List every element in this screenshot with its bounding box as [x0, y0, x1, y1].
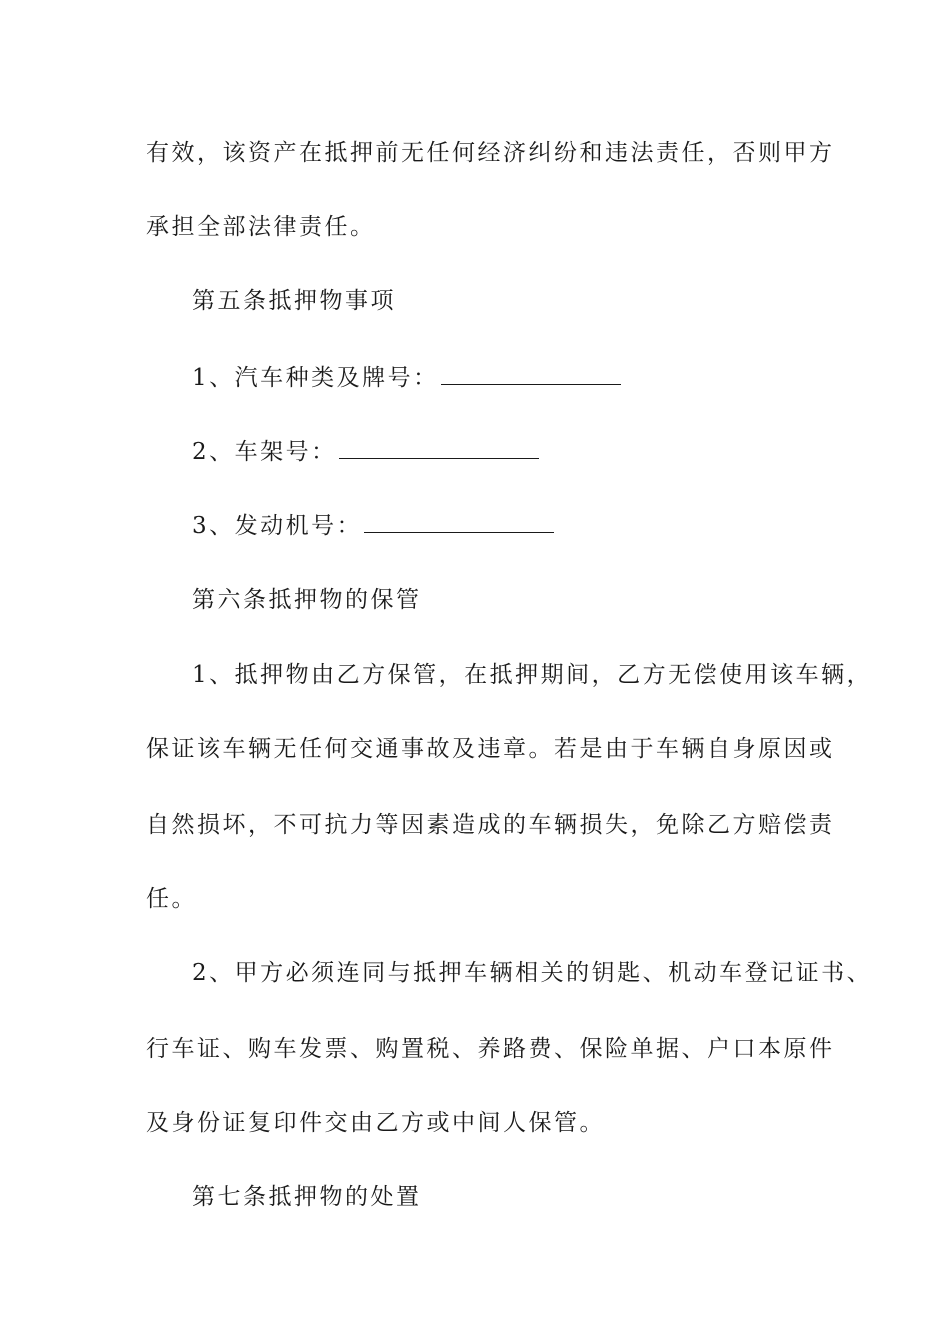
blank-underline — [364, 510, 554, 533]
paragraph-line: 任。 — [146, 886, 197, 912]
paragraph-line: 保证该车辆无任何交通事故及违章。若是由于车辆自身原因或 — [146, 736, 835, 762]
paragraph-line: 承担全部法律责任。 — [146, 214, 376, 240]
form-field-vehicle-type-plate — [192, 362, 872, 393]
paragraph-line: 2、甲方必须连同与抵押车辆相关的钥匙、机动车登记证书、 — [192, 960, 873, 986]
paragraph-line: 行车证、购车发票、购置税、养路费、保险单据、户口本原件 — [146, 1036, 835, 1062]
article-heading-6: 第六条抵押物的保管 — [192, 587, 422, 613]
field-label: 2、车架号： — [192, 439, 337, 465]
blank-underline — [441, 362, 621, 385]
paragraph-line: 及身份证复印件交由乙方或中间人保管。 — [146, 1110, 605, 1136]
form-field-engine-number — [192, 510, 872, 541]
form-field-frame-number — [192, 436, 872, 467]
field-label: 3、发动机号： — [192, 513, 363, 539]
blank-underline — [339, 436, 539, 459]
paragraph-line: 有效，该资产在抵押前无任何经济纠纷和违法责任，否则甲方 — [146, 140, 835, 166]
article-heading-5: 第五条抵押物事项 — [192, 288, 396, 314]
article-heading-7: 第七条抵押物的处置 — [192, 1184, 422, 1210]
paragraph-line: 自然损坏，不可抗力等因素造成的车辆损失，免除乙方赔偿责 — [146, 812, 835, 838]
field-label: 1、汽车种类及牌号： — [192, 365, 439, 391]
paragraph-line: 1、抵押物由乙方保管，在抵押期间，乙方无偿使用该车辆， — [192, 662, 873, 688]
